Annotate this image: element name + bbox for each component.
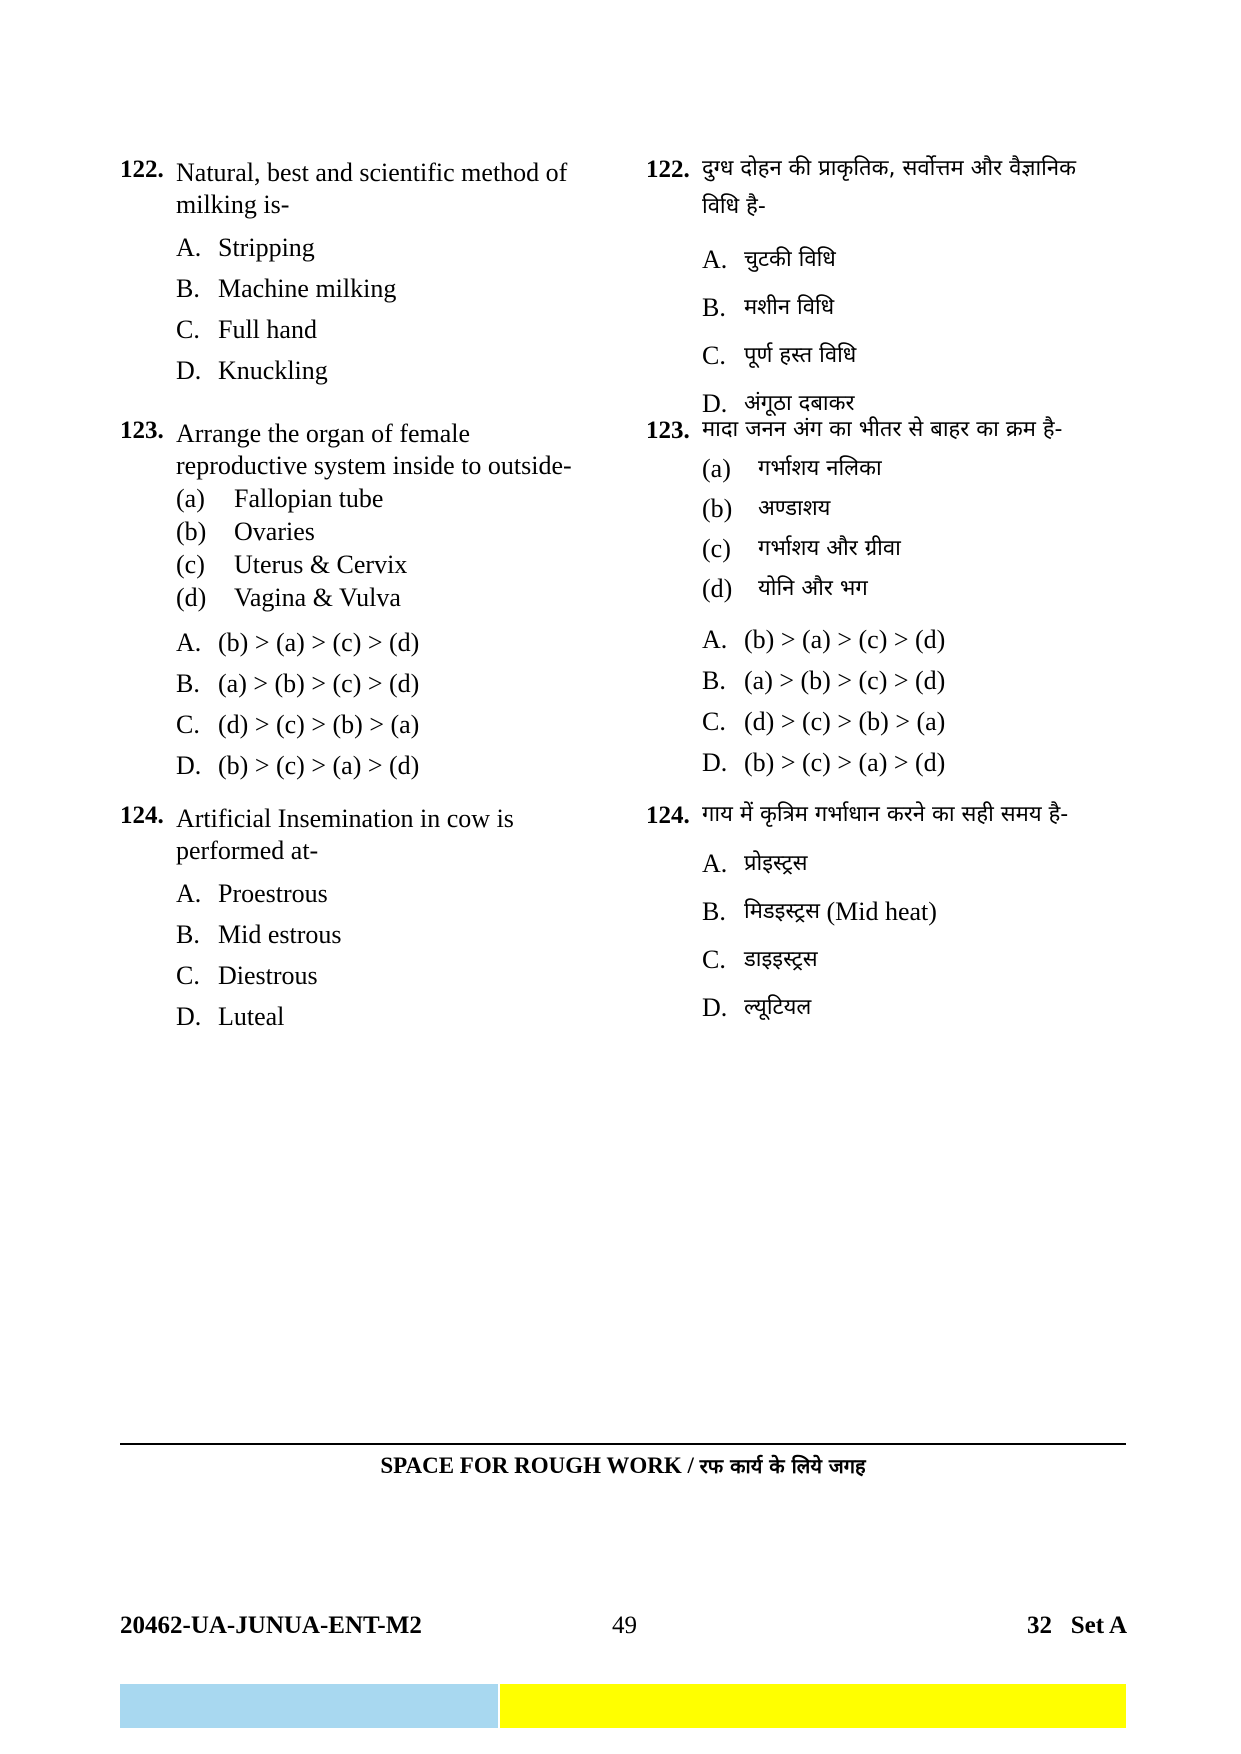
statement-c: (c) Uterus & Cervix (176, 550, 408, 579)
question-number: 124. (646, 802, 690, 829)
question-124-en (120, 802, 610, 1037)
question-number: 122. (646, 156, 690, 183)
question-123-en (120, 417, 610, 786)
question-text: मादा जनन अंग का भीतर से बाहर का क्रम है- (702, 417, 1063, 442)
rough-work-label: SPACE FOR ROUGH WORK / रफ कार्य के लिये जगह (380, 1453, 866, 1478)
question-number: 124. (120, 802, 164, 829)
option-c: C. डाइइस्ट्रस (702, 945, 818, 974)
statement-a: (a) गर्भाशय नलिका (702, 454, 882, 483)
option-b: B. मिडइस्ट्रस (Mid heat) (702, 897, 937, 926)
question-text: Natural, best and scientific method of milking is- (176, 158, 568, 219)
page-number: 49 (612, 1612, 637, 1639)
color-bar-yellow (500, 1684, 1126, 1728)
option-d: D. (b) > (c) > (a) > (d) (702, 748, 946, 777)
option-d: D. (b) > (c) > (a) > (d) (176, 751, 420, 780)
question-text: दुग्ध दोहन की प्राकृतिक, सर्वोत्तम और वैज्ञानिक विधि है- (702, 156, 1076, 219)
question-number: 123. (120, 417, 164, 444)
statement-d: (d) Vagina & Vulva (176, 583, 401, 612)
option-c: C. (d) > (c) > (b) > (a) (176, 710, 420, 739)
question-text: Arrange the organ of female reproductive system inside to outside- (176, 419, 572, 480)
options (176, 227, 610, 391)
option-b: B. (a) > (b) > (c) > (d) (702, 666, 946, 695)
question-number: 123. (646, 417, 690, 444)
options (702, 619, 1126, 783)
option-b: B. (a) > (b) > (c) > (d) (176, 669, 420, 698)
option-d: D. Luteal (176, 1002, 285, 1031)
color-bar-blue (120, 1684, 498, 1728)
option-d: D. Knuckling (176, 356, 328, 385)
option-a: A. (b) > (a) > (c) > (d) (702, 625, 946, 654)
option-d: D. अंगूठा दबाकर (702, 389, 855, 418)
statement-c: (c) गर्भाशय और ग्रीवा (702, 534, 901, 563)
statement-b: (b) Ovaries (176, 517, 315, 546)
options (176, 622, 610, 786)
option-a: A. चुटकी विधि (702, 245, 836, 274)
rough-work-divider (120, 1443, 1126, 1445)
statement-a: (a) Fallopian tube (176, 484, 384, 513)
options (702, 236, 1126, 428)
options (176, 873, 610, 1037)
option-d: D. ल्यूटियल (702, 993, 812, 1022)
option-c: C. पूर्ण हस्त विधि (702, 341, 857, 370)
option-a: A. (b) > (a) > (c) > (d) (176, 628, 420, 657)
question-number: 122. (120, 156, 164, 183)
option-b: B. मशीन विधि (702, 293, 835, 322)
statement-b: (b) अण्डाशय (702, 494, 831, 523)
option-c: C. (d) > (c) > (b) > (a) (702, 707, 946, 736)
options (702, 840, 1126, 1032)
question-text: Artificial Insemination in cow is performed at- (176, 804, 514, 865)
option-b: B. Mid estrous (176, 920, 342, 949)
paper-code: 20462-UA-JUNUA-ENT-M2 (120, 1612, 422, 1639)
option-b: B. Machine milking (176, 274, 397, 303)
question-123-hi (646, 417, 1126, 783)
statement-d: (d) योनि और भग (702, 574, 868, 603)
option-a: A. Stripping (176, 233, 315, 262)
question-124-hi (646, 802, 1126, 1032)
option-a: A. प्रोइस्ट्रस (702, 849, 808, 878)
statements (702, 449, 1126, 609)
statements (176, 482, 610, 614)
option-a: A. Proestrous (176, 879, 328, 908)
question-122-en (120, 156, 610, 391)
question-text: गाय में कृत्रिम गर्भाधान करने का सही समय है- (702, 802, 1069, 827)
option-c: C. Full hand (176, 315, 317, 344)
option-c: C. Diestrous (176, 961, 318, 990)
set-label: 32 Set A (1027, 1612, 1127, 1639)
question-122-hi (646, 156, 1126, 428)
